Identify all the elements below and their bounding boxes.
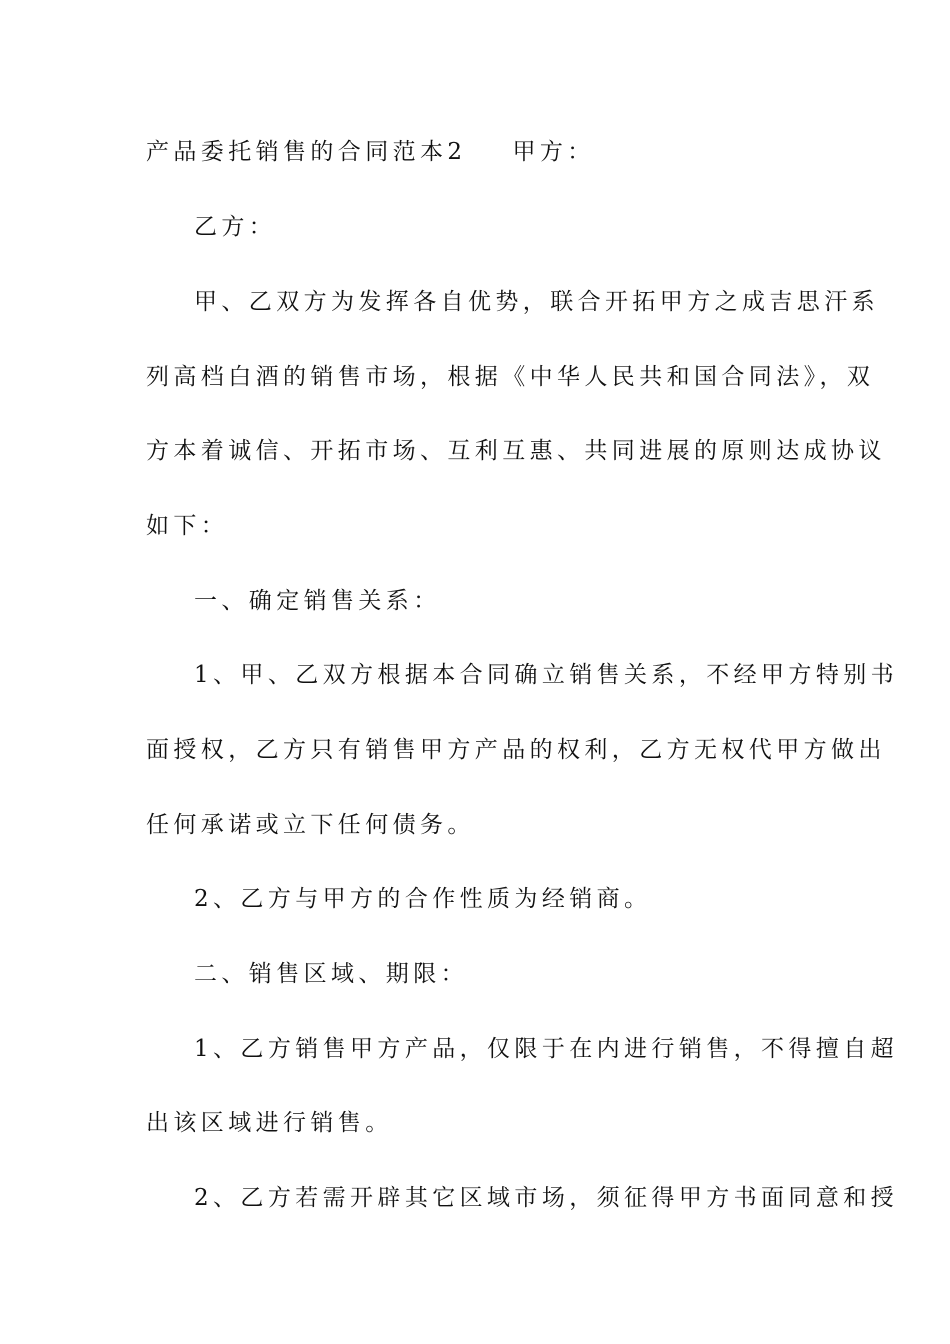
paragraph-line: 方本着诚信、开拓市场、互利互惠、共同进展的原则达成协议 [146,438,886,464]
title-line [146,137,806,167]
party-b-label: 乙方： [194,214,277,240]
paragraph-line: 2、乙方与甲方的合作性质为经销商。 [194,886,652,912]
paragraph-line: 甲、乙双方为发挥各自优势，联合开拓甲方之成吉思汗系 [194,289,879,315]
party-a-label: 甲方： [512,139,595,165]
section-heading: 二、销售区域、期限： [194,961,468,987]
document-title: 产品委托销售的合同范本2 [146,139,467,165]
paragraph-line: 如下： [146,513,229,539]
paragraph-line: 出该区域进行销售。 [146,1110,393,1136]
paragraph-line: 列高档白酒的销售市场，根据《中华人民共和国合同法》，双 [146,364,875,390]
paragraph-line: 2、乙方若需开辟其它区域市场，须征得甲方书面同意和授 [194,1185,899,1211]
paragraph-line: 任何承诺或立下任何债务。 [146,812,475,838]
paragraph-line: 面授权，乙方只有销售甲方产品的权利，乙方无权代甲方做出 [146,737,886,763]
section-heading: 一、确定销售关系： [194,588,441,614]
paragraph-line: 1、乙方销售甲方产品，仅限于在内进行销售，不得擅自超 [194,1036,899,1062]
paragraph-line: 1、甲、乙双方根据本合同确立销售关系，不经甲方特别书 [194,662,899,688]
